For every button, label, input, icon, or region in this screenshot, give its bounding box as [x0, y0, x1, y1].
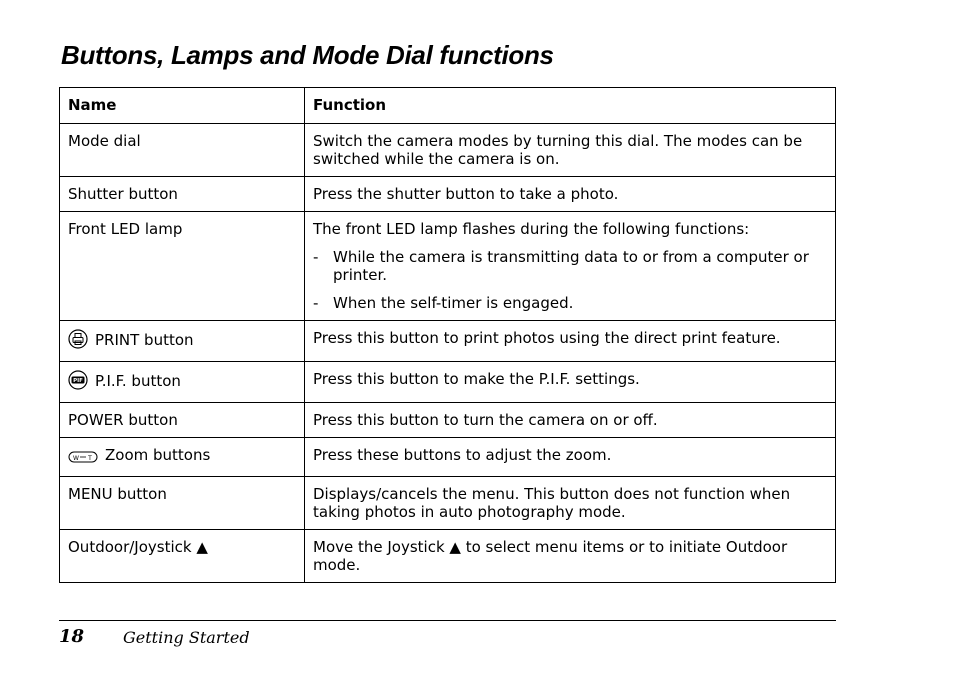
row-function: Press the shutter button to take a photo. [305, 177, 836, 212]
list-dash: - [313, 248, 319, 266]
row-name: MENU button [60, 477, 305, 530]
zoom-icon [68, 450, 98, 468]
table-row [60, 124, 836, 177]
row-name-cell [60, 321, 305, 362]
row-name: Outdoor/Joystick ▲ [60, 530, 305, 583]
row-function: Press this button to turn the camera on or off. [305, 403, 836, 438]
table-row [60, 321, 836, 362]
row-function-cell [305, 212, 836, 321]
row-function: Move the Joystick ▲ to select menu items or to initiate Outdoor mode. [305, 530, 836, 583]
row-name: Zoom buttons [105, 446, 211, 464]
functions-table [59, 87, 836, 583]
row-name-cell [60, 438, 305, 477]
list-item [313, 248, 827, 284]
footer-divider [59, 620, 836, 621]
zoom-icon-w: W [73, 455, 79, 462]
row-function: Switch the camera modes by turning this dial. The modes can be switched while the camera is on. [305, 124, 836, 177]
table-row [60, 362, 836, 403]
table-row [60, 177, 836, 212]
list-item-text: While the camera is transmitting data to or from a computer or printer. [333, 248, 809, 284]
list-item [313, 294, 827, 312]
table-row [60, 438, 836, 477]
row-function: The front LED lamp flashes during the following functions: [313, 220, 750, 238]
page-title: Buttons, Lamps and Mode Dial functions [61, 40, 554, 70]
row-name: Mode dial [60, 124, 305, 177]
row-name: PRINT button [95, 331, 194, 349]
row-name: Shutter button [60, 177, 305, 212]
row-name: POWER button [60, 403, 305, 438]
table-header-row [60, 88, 836, 124]
table-row [60, 403, 836, 438]
table-row [60, 530, 836, 583]
row-function: Press these buttons to adjust the zoom. [305, 438, 836, 477]
row-name: Front LED lamp [60, 212, 305, 321]
page-number: 18 [59, 626, 85, 647]
pif-icon-text: PIF [73, 378, 83, 385]
header-name: Name [60, 88, 305, 124]
row-function: Displays/cancels the menu. This button does not function when taking photos in auto photography mode. [305, 477, 836, 530]
table-row [60, 477, 836, 530]
row-name: P.I.F. button [95, 372, 181, 390]
list-item-text: When the self-timer is engaged. [333, 294, 574, 312]
section-name: Getting Started [123, 628, 250, 647]
print-icon [68, 329, 88, 353]
table-row [60, 212, 836, 321]
row-function: Press this button to make the P.I.F. settings. [305, 362, 836, 403]
pif-icon [68, 370, 88, 394]
zoom-icon-t: T [88, 455, 92, 462]
row-name-cell [60, 362, 305, 403]
list-dash: - [313, 294, 319, 312]
header-function: Function [305, 88, 836, 124]
row-function: Press this button to print photos using the direct print feature. [305, 321, 836, 362]
